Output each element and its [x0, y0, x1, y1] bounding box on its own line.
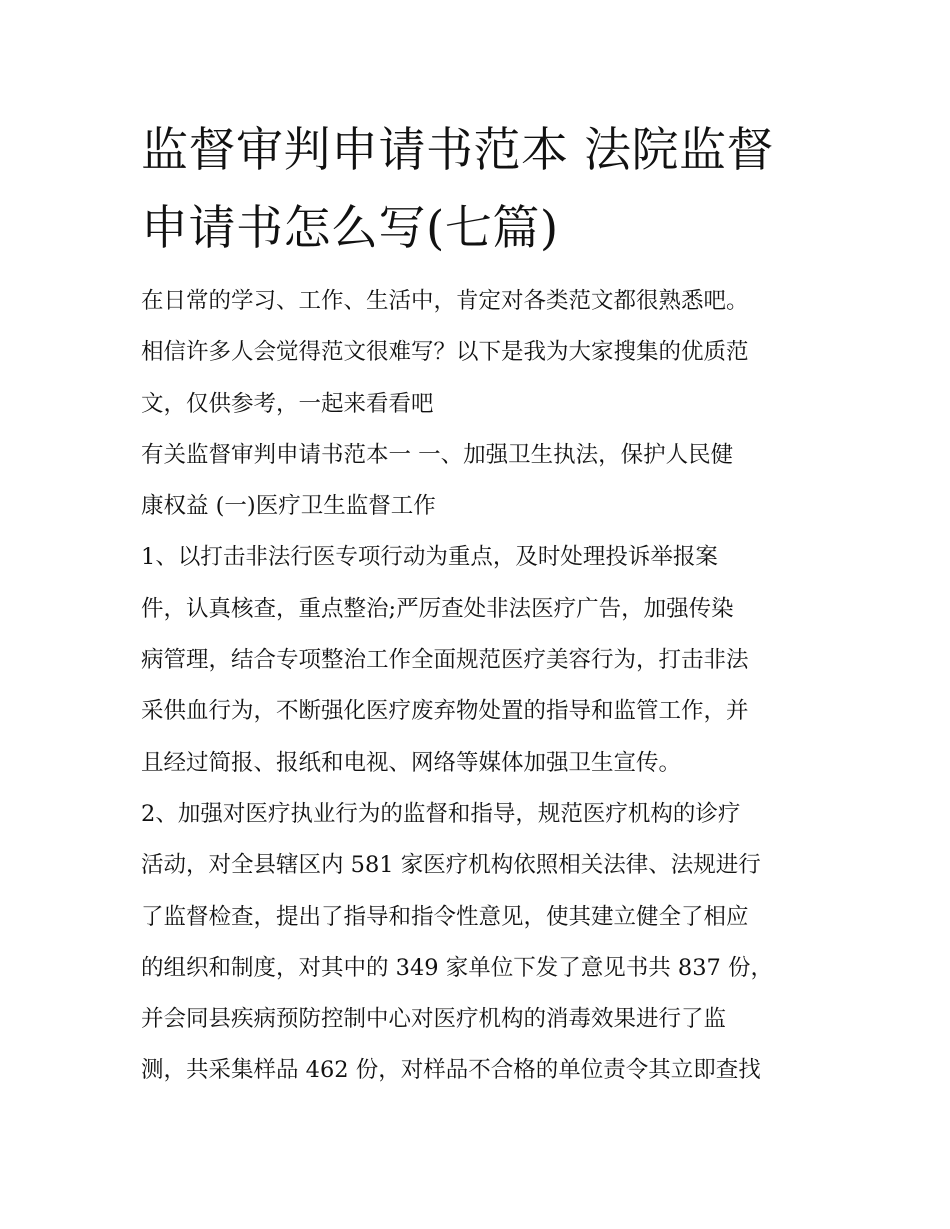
title-line: 监督审判申请书范本 法院监督	[141, 123, 774, 178]
body-line: 文，仅供参考，一起来看看吧	[141, 390, 434, 417]
document-body	[141, 276, 821, 1097]
body-line: 采供血行为，不断强化医疗废弃物处置的指导和监管工作，并	[141, 698, 749, 725]
body-line: 了监督检查，提出了指导和指令性意见，使其建立健全了相应	[141, 903, 749, 930]
body-line: 在日常的学习、工作、生活中，肯定对各类范文都很熟悉吧。	[141, 288, 749, 314]
body-line: 有关监督审判申请书范本一 一、加强卫生执法，保护人民健	[141, 441, 734, 468]
body-line: 病管理，结合专项整治工作全面规范医疗美容行为，打击非法	[141, 647, 749, 674]
body-line: 测，共采集样品 462 份，对样品不合格的单位责令其立即查找	[141, 1057, 761, 1084]
body-line: 2、加强对医疗执业行为的监督和指导，规范医疗机构的诊疗	[141, 800, 741, 827]
body-line: 且经过简报、报纸和电视、网络等媒体加强卫生宣传。	[141, 749, 682, 776]
body-line: 相信许多人会觉得范文很难写？以下是我为大家搜集的优质范	[141, 339, 749, 366]
body-line: 并会同县疾病预防控制中心对医疗机构的消毒效果进行了监	[141, 1006, 727, 1033]
body-line: 活动，对全县辖区内 581 家医疗机构依照相关法律、法规进行	[141, 852, 761, 879]
title-line: 申请书怎么写(七篇)	[141, 201, 559, 256]
body-line: 的组织和制度，对其中的 349 家单位下发了意见书共 837 份，	[141, 954, 774, 981]
document-title	[141, 112, 821, 268]
body-line: 1、以打击非法行医专项行动为重点，及时处理投诉举报案	[141, 544, 718, 571]
body-line: 康权益 (一)医疗卫生监督工作	[141, 493, 436, 520]
body-line: 件，认真核查，重点整治;严厉查处非法医疗广告，加强传染	[141, 595, 734, 622]
